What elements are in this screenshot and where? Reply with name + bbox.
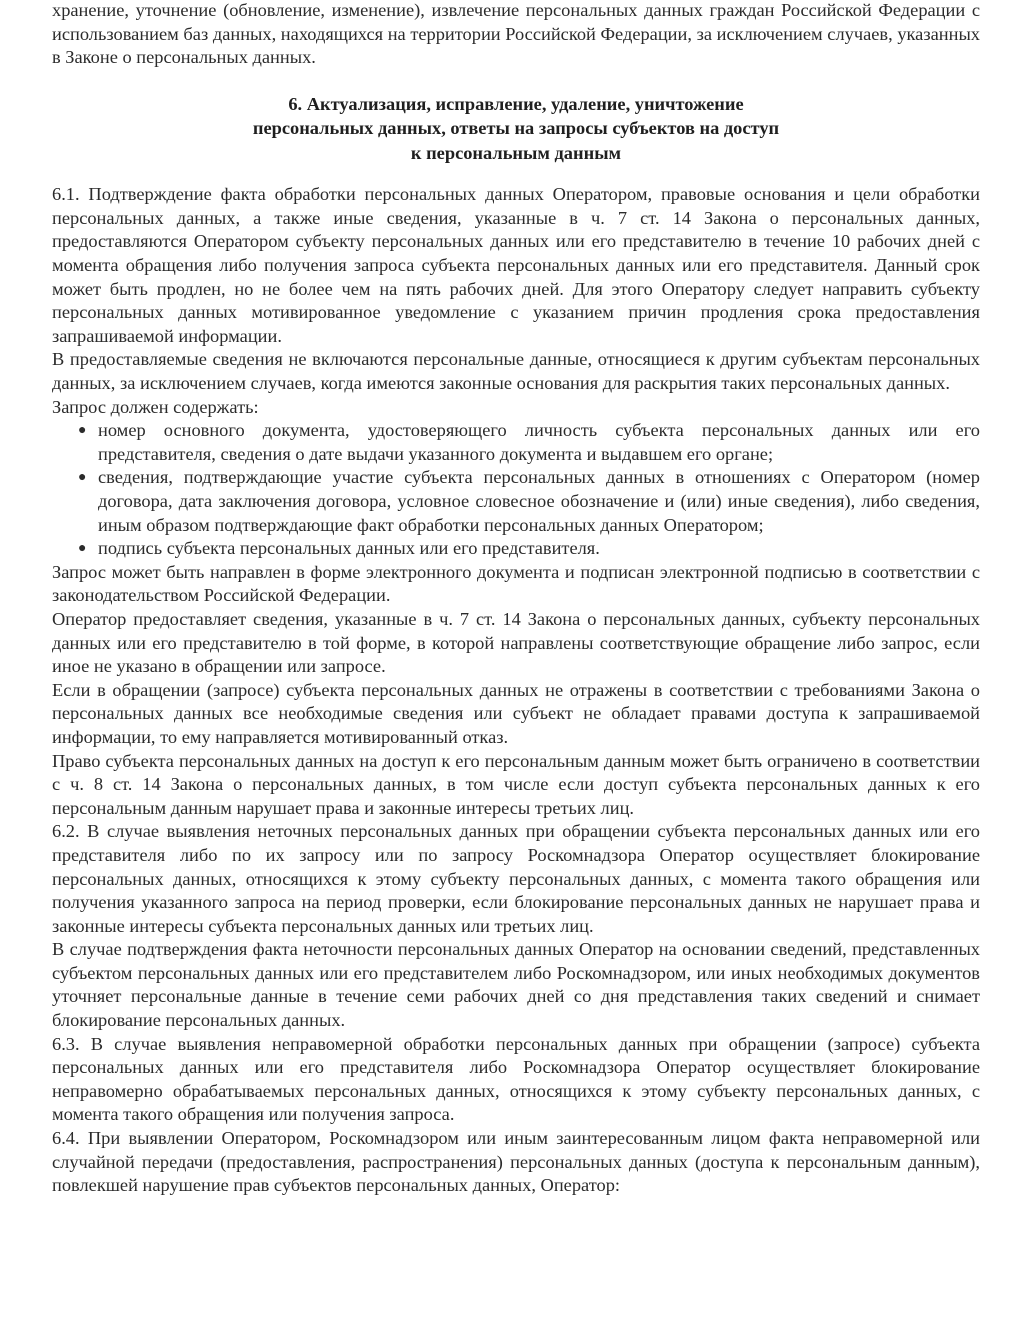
list-item [76,466,980,537]
bullet-icon: ● [78,470,87,486]
paragraph-electronic-request: Запрос может быть направлен в форме электронного документа и подписан электронной подписью в соответствии с законодательством Российской Федерации. [52,561,980,606]
document-page [52,0,980,1198]
heading-line: персональных данных, ответы на запросы субъектов на доступ [252,118,780,139]
list-item [76,537,980,561]
paragraph-excluded-info: В предоставляемые сведения не включаются персональные данные, относящиеся к другим субъектам персональных данных, за исключением случаев, когда имеются законные основания для раскрытия таких персональных данных. [52,349,980,394]
paragraph-6-2: 6.2. В случае выявления неточных персональных данных при обращении субъекта персональных данных или его представителя либо по их запросу или по запросу Роскомнадзора Оператор осуществляет блокирование персональных данных, относящихся к этому субъекту персональных данных, с момента такого обращения или получения указанного запроса на период проверки, если блокирование персональных данных не нарушает права и законные интересы субъекта персональных данных или третьих лиц. [52,821,980,936]
paragraph-refusal: Если в обращении (запросе) субъекта персональных данных не отражены в соответствии с требованиями Закона о персональных данных все необходимые сведения или субъект не обладает правами доступа к запрашиваемой информации, то ему направляется мотивированный отказ. [52,679,980,747]
list-item [76,419,980,466]
intro-paragraph: хранение, уточнение (обновление, изменение), извлечение персональных данных граждан Российской Федерации с использованием баз данных, находящихся на территории Российской Федерации, за исключением случаев, указанных в Законе о персональных данных. [52,0,980,68]
paragraph-right-limited: Право субъекта персональных данных на доступ к его персональным данным может быть ограничено в соответствии с ч. 8 ст. 14 Закона о персональных данных, в том числе если доступ субъекта персональных данных к его персональным данным нарушает права и законные интересы третьих лиц. [52,750,980,818]
paragraph-operator-provides: Оператор предоставляет сведения, указанные в ч. 7 ст. 14 Закона о персональных данных, субъекту персональных данных или его представителю в той форме, в которой направлены соответствующие обращение либо запрос, если иное не указано в обращении или запросе. [52,608,980,677]
paragraph-6-3: 6.3. В случае выявления неправомерной обработки персональных данных при обращении (запросе) субъекта персональных данных или его представителя либо Роскомнадзора Оператор осуществляет блокирование неправомерно обрабатываемых персональных данных, относящихся к этому субъекту персональных данных, с момента такого обращения или получения запроса. [52,1033,980,1125]
paragraph-6-1: 6.1. Подтверждение факта обработки персональных данных Оператором, правовые основания и цели обработки персональных данных, а также иные сведения, указанные в ч. 7 ст. 14 Закона о персональных данных, предоставляются Оператором субъекту персональных данных или его представителю в течение 10 рабочих дней с момента обращения либо получения запроса субъекта персональных данных или его представителя. Данный срок может быть продлен, но не более чем на пять рабочих дней. Для этого Оператору следует направить субъекту персональных данных мотивированное уведомление с указанием причин продления срока предоставления запрашиваемой информации. [52,184,980,346]
list-item-text: сведения, подтверждающие участие субъекта персональных данных в отношениях с Оператором (номер договора, дата заключения договора, условное словесное обозначение и (или) иные сведения), либо сведения, иным образом подтверждающие факт обработки персональных данных Оператором; [98,467,980,535]
paragraph-6-4: 6.4. При выявлении Оператором, Роскомнадзором или иным заинтересованным лицом факта неправомерной или случайной передачи (предоставления, распространения) персональных данных (доступа к персональным данным), повлекшей нарушение прав субъектов персональных данных, Оператор: [52,1128,980,1196]
request-requirements-list [52,419,980,561]
section-heading [52,92,980,166]
list-item-text: подпись субъекта персональных данных или его представителя. [98,538,600,559]
list-item-text: номер основного документа, удостоверяющего личность субъекта персональных данных или его представителя, сведения о дате выдачи указанного документа и выдавшем его органе; [98,420,980,464]
paragraph-request-contents: Запрос должен содержать: [52,396,259,417]
bullet-icon: ● [78,423,87,439]
bullet-icon: ● [78,541,87,557]
paragraph-inaccuracy: В случае подтверждения факта неточности персональных данных Оператор на основании сведений, представленных субъектом персональных данных или его представителем либо Роскомнадзором, или иных необходимых документов уточняет персональные данные в течение семи рабочих дней со дня представления таких сведений и снимает блокирование персональных данных. [52,939,980,1031]
heading-line: 6. Актуализация, исправление, удаление, уничтожение [288,93,744,114]
heading-line: к персональным данным [410,142,622,163]
